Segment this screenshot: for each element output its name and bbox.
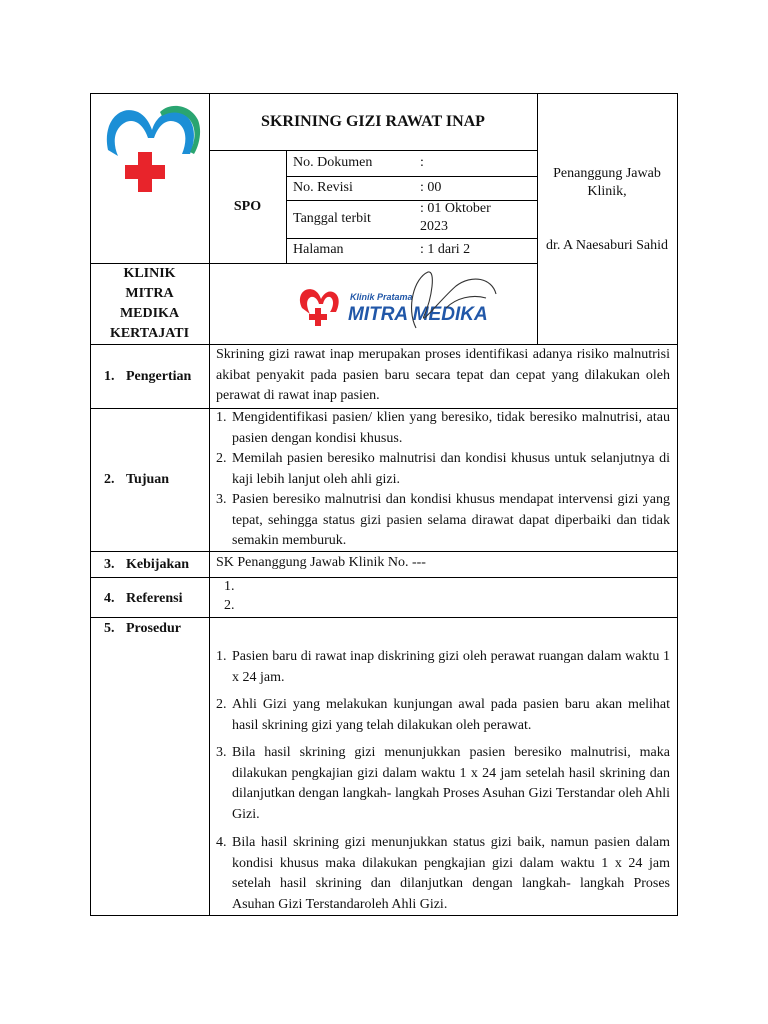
list-item: 2. Memilah pasien beresiko malnutrisi dan kondisi khusus untuk selanjutnya di kaji lebih lanjut oleh ahli gizi.	[216, 449, 670, 490]
referensi-item: 2.	[224, 598, 235, 613]
doc-field-value: : 01 Oktober 2023	[420, 201, 491, 234]
clinic-name-line: MITRA	[125, 286, 174, 301]
doc-field-value: :	[420, 155, 424, 170]
section-number: 3.	[104, 557, 115, 572]
clinic-banner-logo	[296, 268, 501, 338]
list-item-text: Ahli Gizi yang melakukan kunjungan awal pada pasien baru akan melihat hasil skrining gizi yang telah dilakukan oleh perawat.	[232, 697, 670, 733]
logo-blue-arc	[107, 110, 194, 156]
responsible-title: Penanggung Jawab Klinik,	[553, 166, 661, 199]
list-item-text: Bila hasil skrining gizi menunjukkan pasien beresiko malnutrisi, maka dilakukan pengkajian gizi dalam waktu 1 x 24 jam setelah hasil skrining dan dilanjutkan dengan langkah- langkah Proses Asuhan Gizi Terstandar oleh Ahli Gizi.	[232, 745, 670, 822]
list-item: 3. Pasien beresiko malnutrisi dan kondisi khusus mendapat intervensi gizi yang tepat, sehingga status gizi pasien selama dirawat dapat diperbaiki dan tidak semakin memburuk.	[216, 490, 670, 552]
doc-field-label: No. Revisi	[293, 180, 353, 195]
logo-green-arc	[160, 106, 200, 154]
doc-field-label: Tanggal terbit	[293, 211, 371, 226]
section-label-prosedur: Prosedur	[126, 621, 181, 636]
doc-field-label: Halaman	[293, 242, 344, 257]
banner-cross-h	[309, 314, 327, 320]
doc-field-value: : 00	[420, 180, 442, 195]
section-label-pengertian: Pengertian	[126, 369, 192, 384]
list-item-text: Pasien beresiko malnutrisi dan kondisi khusus mendapat intervensi gizi yang tepat, sehingga status gizi pasien selama dirawat dapat diperbaiki dan tidak semakin memburuk.	[232, 492, 670, 548]
section-number: 5.	[104, 621, 115, 636]
clinic-name	[90, 264, 209, 344]
section-number: 2.	[104, 472, 115, 487]
section-number: 4.	[104, 591, 115, 606]
list-item-text: Bila hasil skrining gizi menunjukkan status gizi baik, namun pasien dalam kondisi khusus maka dilakukan pengkajian gizi dalam waktu 1 x 24 jam setelah hasil skrining dan dilanjutkan dengan langkah- langkah Proses Asuhan Gizi Terstandaroleh Ahli Gizi.	[232, 835, 670, 912]
document-title: SKRINING GIZI RAWAT INAP	[261, 113, 485, 130]
banner-big-text: MITRA MEDIKA	[348, 304, 488, 325]
logo-red-cross-h	[125, 165, 165, 179]
list-item: 3. Bila hasil skrining gizi menunjukkan pasien beresiko malnutrisi, maka dilakukan pengkajian gizi dalam waktu 1 x 24 jam setelah hasil skrining dan dilanjutkan dengan langkah- langkah Proses Asuhan Gizi Terstandar oleh Ahli Gizi.	[216, 743, 670, 825]
responsible-name: dr. A Naesaburi Sahid	[545, 238, 669, 253]
list-item-text: Pasien baru di rawat inap diskrining gizi oleh perawat ruangan dalam waktu 1 x 24 jam.	[232, 649, 670, 685]
list-item: 1. Mengidentifikasi pasien/ klien yang beresiko, tidak beresiko malnutrisi, atau pasien dengan kondisi khusus.	[216, 408, 670, 449]
clinic-name-line: MEDIKA	[119, 306, 180, 321]
section-number: 1.	[104, 369, 115, 384]
list-item: 2. Ahli Gizi yang melakukan kunjungan awal pada pasien baru akan melihat hasil skrining gizi yang telah dilakukan oleh perawat.	[216, 695, 670, 736]
banner-small-text: Klinik Pratama	[350, 292, 413, 302]
doc-field-label: No. Dokumen	[293, 155, 373, 170]
list-item: 4. Bila hasil skrining gizi menunjukkan status gizi baik, namun pasien dalam kondisi khusus maka dilakukan pengkajian gizi dalam waktu 1 x 24 jam setelah hasil skrining dan dilanjutkan dengan langkah- langkah Proses Asuhan Gizi Terstandaroleh Ahli Gizi.	[216, 833, 670, 915]
clinic-logo	[100, 100, 204, 195]
kebijakan-text: SK Penanggung Jawab Klinik No. ---	[216, 555, 426, 570]
pengertian-text: Skrining gizi rawat inap merupakan proses identifikasi adanya risiko malnutrisi akibat penyakit pada pasien baru secara tepat dan cepat yang dilakukan oleh perawat di rawat inap pasien.	[216, 347, 670, 403]
clinic-name-line: KERTAJATI	[109, 326, 190, 341]
list-item-text: Mengidentifikasi pasien/ klien yang beresiko, tidak beresiko malnutrisi, atau pasien dengan kondisi khusus.	[232, 410, 670, 446]
section-label-kebijakan: Kebijakan	[126, 557, 190, 572]
clinic-name-line: KLINIK	[123, 266, 176, 281]
section-label-referensi: Referensi	[126, 591, 183, 606]
referensi-item: 1.	[224, 579, 235, 594]
section-label-tujuan: Tujuan	[126, 472, 170, 487]
doc-field-value: : 1 dari 2	[420, 242, 471, 257]
spo-label: SPO	[233, 199, 262, 214]
list-item-text: Memilah pasien beresiko malnutrisi dan kondisi khusus untuk selanjutnya di kaji lebih lanjut oleh ahli gizi.	[232, 451, 670, 487]
list-item: 1. Pasien baru di rawat inap diskrining gizi oleh perawat ruangan dalam waktu 1 x 24 jam.	[216, 647, 670, 688]
